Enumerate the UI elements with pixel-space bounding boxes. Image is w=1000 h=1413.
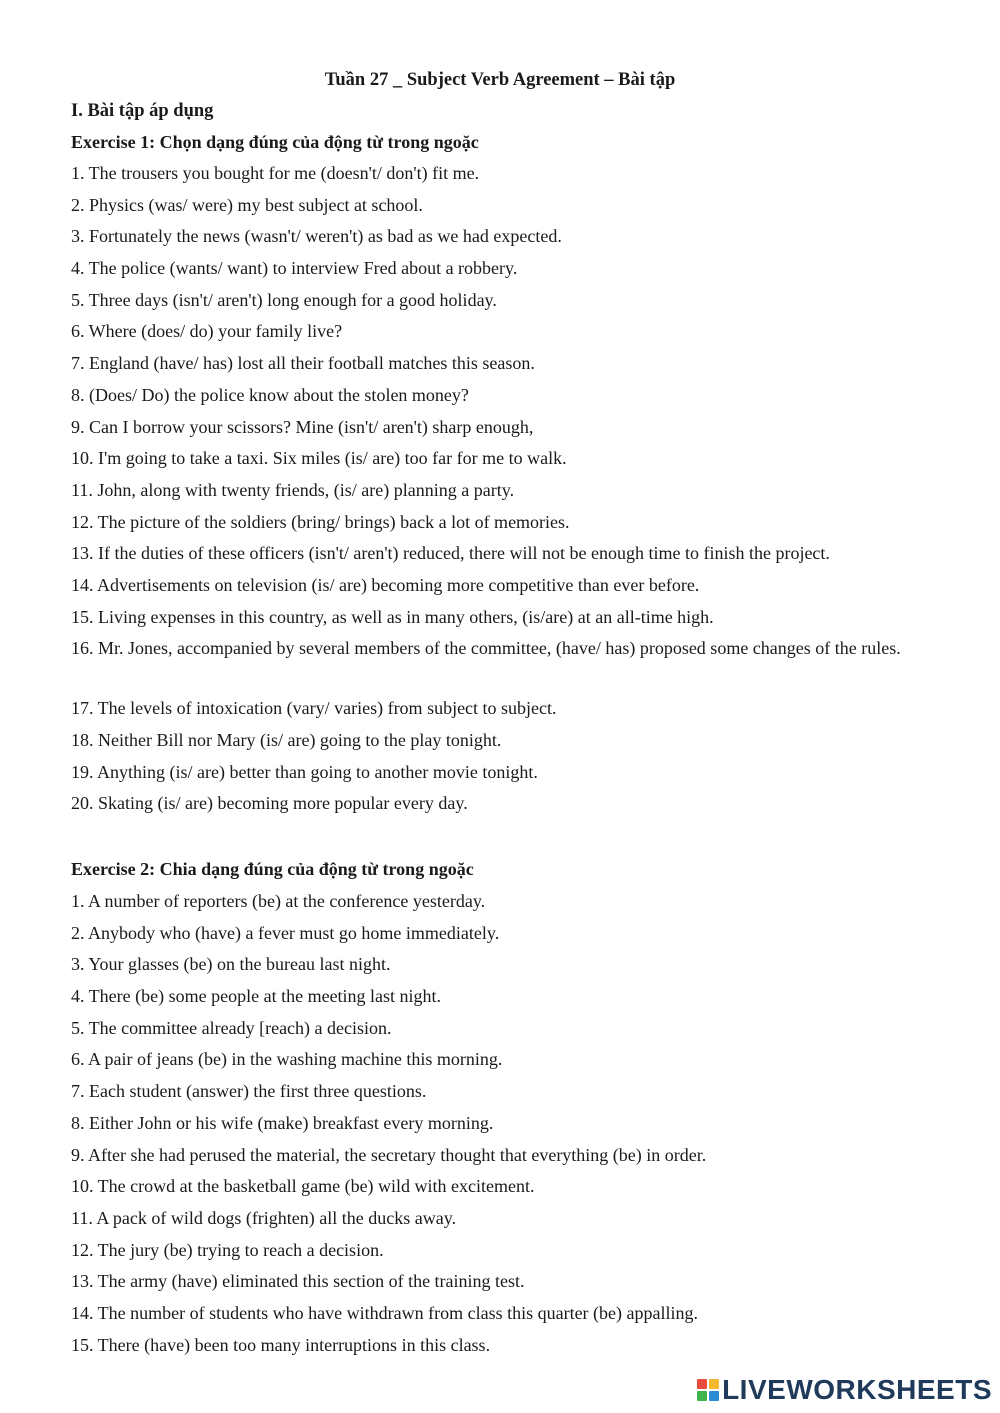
exercise-item: 4. There (be) some people at the meeting last night. [71,986,442,1007]
exercise-item: 9. After she had perused the material, the secretary thought that everything (be) in order. [71,1144,707,1165]
exercise-item: 7. England (have/ has) lost all their football matches this season. [71,353,535,374]
exercise-item: 12. The picture of the soldiers (bring/ brings) back a lot of memories. [71,511,570,532]
logo-square [709,1391,719,1401]
exercise-item: 12. The jury (be) trying to reach a decision. [71,1239,384,1260]
exercise-1-list [71,159,941,821]
exercise-item: 1. A number of reporters (be) at the conference yesterday. [71,891,486,911]
exercise-item: 10. The crowd at the basketball game (be) wild with excitement. [71,1176,535,1197]
exercise-item: 11. John, along with twenty friends, (is/ are) planning a party. [71,479,515,500]
page-title: Tuần 27 _ Subject Verb Agreement – Bài tập [324,70,676,90]
exercise-item: 8. Either John or his wife (make) breakfast every morning. [71,1112,494,1133]
exercise-item: 13. If the duties of these officers (isn't/ aren't) reduced, there will not be enough time to finish the project. [71,543,830,564]
exercise-item: 8. (Does/ Do) the police know about the stolen money? [71,384,469,405]
exercise-item: 7. Each student (answer) the first three questions. [71,1081,427,1102]
exercise-item: 16. Mr. Jones, accompanied by several members of the committee, (have/ has) proposed some changes of the rules. [71,638,901,659]
watermark-text: LIVEWORKSHEETS [722,1374,992,1405]
exercise-item: 3. Fortunately the news (wasn't/ weren't) as bad as we had expected. [71,226,562,247]
exercise-item: 14. The number of students who have withdrawn from class this quarter (be) appalling. [71,1302,699,1323]
exercise-item: 14. Advertisements on television (is/ are) becoming more competitive than ever before. [71,574,700,595]
exercise-item: 15. There (have) been too many interruptions in this class. [71,1334,491,1355]
logo-square [709,1379,719,1389]
exercise-item: 11. A pack of wild dogs (frighten) all the ducks away. [71,1207,457,1228]
section-heading: I. Bài tập áp dụng [71,101,214,121]
exercise-item: 18. Neither Bill nor Mary (is/ are) going to the play tonight. [71,730,502,750]
exercise-2-list [71,887,941,1362]
exercise-item: 17. The levels of intoxication (vary/ varies) from subject to subject. [71,698,557,719]
exercise-1-heading: Exercise 1: Chọn dạng đúng của động từ trong ngoặc [71,132,479,152]
logo-square [697,1379,707,1389]
logo-square [697,1391,707,1401]
exercise-item: 6. A pair of jeans (be) in the washing machine this morning. [71,1049,503,1070]
exercise-item: 4. The police (wants/ want) to interview Fred about a robbery. [71,258,518,279]
exercise-item: 2. Anybody who (have) a fever must go home immediately. [71,922,500,943]
exercise-item: 5. Three days (isn't/ aren't) long enough for a good holiday. [71,289,497,310]
exercise-2-heading: Exercise 2: Chia dạng đúng của động từ trong ngoặc [71,859,474,879]
exercise-item: 20. Skating (is/ are) becoming more popular every day. [71,793,468,814]
exercise-item: 6. Where (does/ do) your family live? [71,321,343,342]
exercise-item: 19. Anything (is/ are) better than going to another movie tonight. [71,761,538,782]
exercise-item: 5. The committee already [reach) a decision. [71,1017,392,1038]
exercise-item: 15. Living expenses in this country, as well as in many others, (is/are) at an all-time high. [71,606,714,627]
liveworksheets-watermark [697,1373,992,1407]
exercise-item: 2. Physics (was/ were) my best subject at school. [71,194,423,215]
exercise-item: 10. I'm going to take a taxi. Six miles (is/ are) too far for me to walk. [71,448,567,469]
exercise-item: 3. Your glasses (be) on the bureau last night. [71,954,391,975]
exercise-item: 1. The trousers you bought for me (doesn't/ don't) fit me. [71,163,480,183]
exercise-item: 9. Can I borrow your scissors? Mine (isn't/ aren't) sharp enough, [71,416,534,437]
liveworksheets-logo-icon [697,1379,719,1401]
exercise-item: 13. The army (have) eliminated this section of the training test. [71,1271,525,1292]
